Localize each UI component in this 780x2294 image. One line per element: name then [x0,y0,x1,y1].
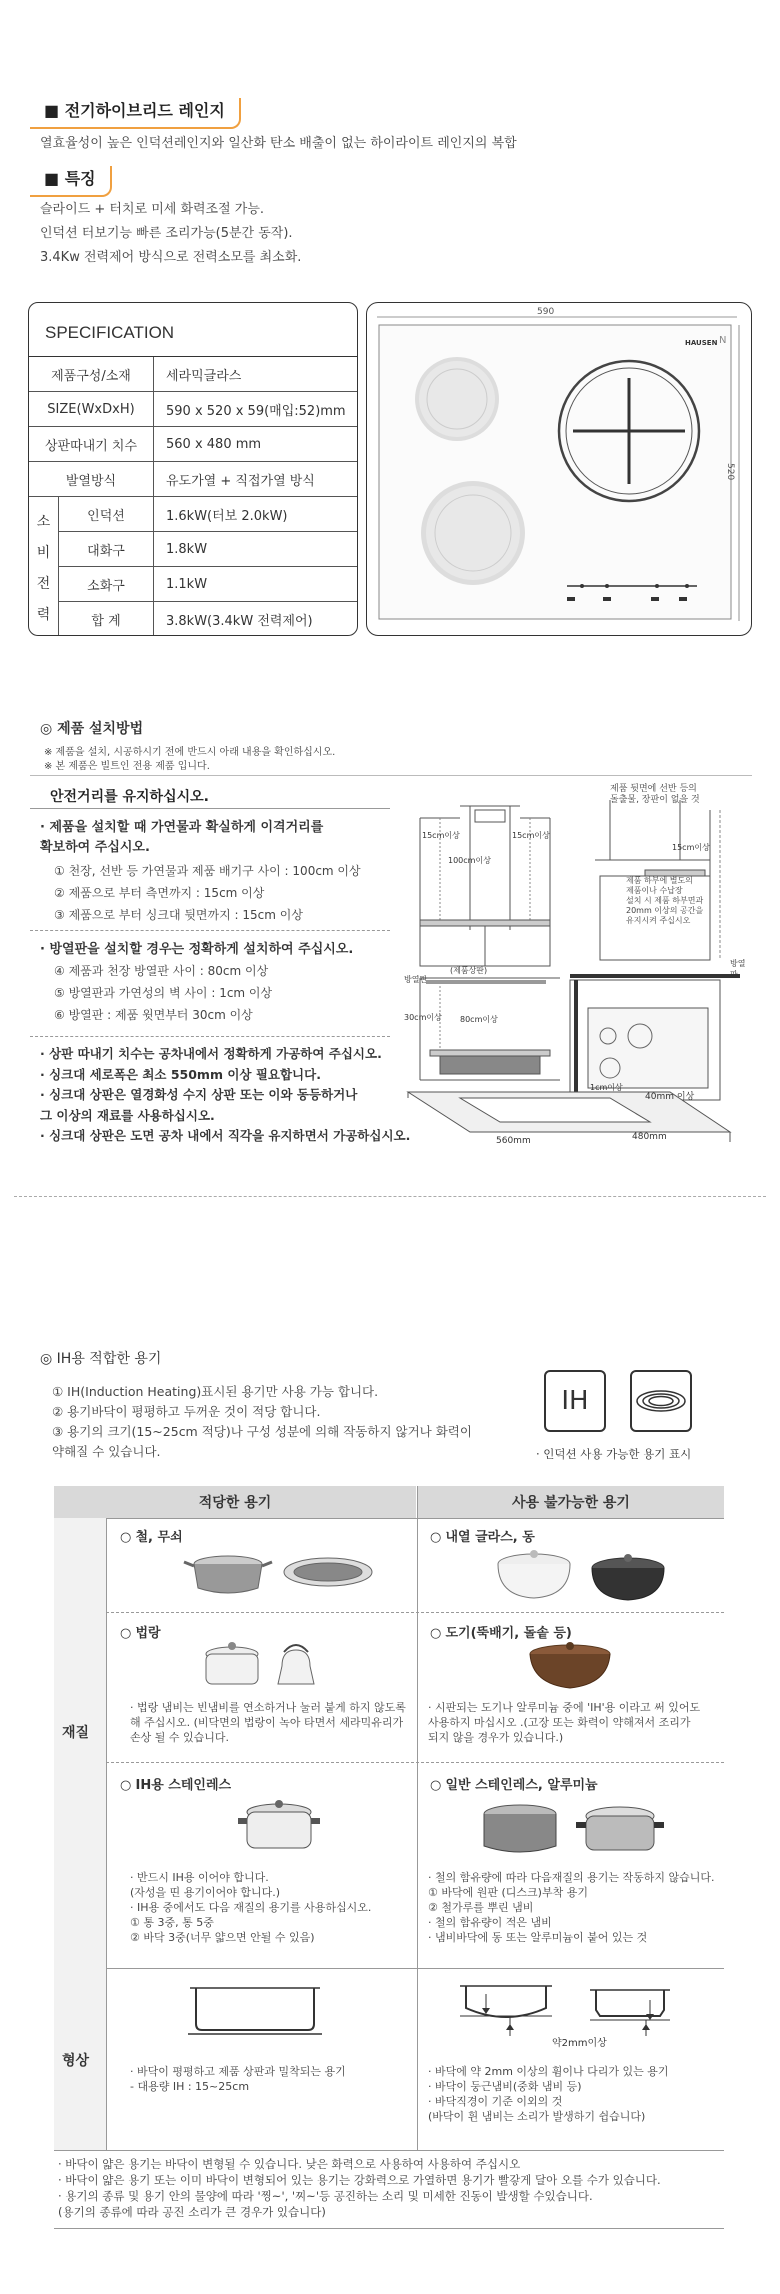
safety-items: ① 천장, 선반 등 가연물과 제품 배기구 사이 : 100cm 이상 ② 제품으로 부터 측면까지 : 15cm 이상 ③ 제품으로 부터 싱크대 뒷면까지 : 15cm 이상 [54,864,361,922]
grid-line [54,1968,724,1969]
product-title: ■ 전기하이브리드 레인지 [30,98,241,129]
row-header-material: 재질 [62,1725,90,1741]
spec-row: 상판따내기 치수 560 x 480 mm [29,427,357,462]
spec-title: SPECIFICATION [29,303,357,357]
enamel-pot-icon [196,1636,326,1692]
flat-pot-note: · 바닥이 평평하고 제품 상판과 밀착되는 용기 - 대용량 IH : 15~25cm [130,2065,346,2093]
spec-row: SIZE(WxDxH) 590 x 520 x 59(매입:52)mm [29,392,357,427]
heat-lead: · 방열판을 설치할 경우는 정확하게 설치하여 주십시오. [40,942,354,957]
safety-lead: · 제품을 설치할 때 가연물과 확실하게 이격거리를 확보하여 주십시오. [40,820,324,855]
features-title: ■ 특징 [30,166,112,197]
install-note: ※ 제품을 설치, 시공하시기 전에 반드시 아래 내용을 확인하십시오. [44,747,336,758]
cooktop-drawing [366,302,752,636]
ceramic-note: · 시판되는 도기나 알루미늄 중에 'IH'용 이라고 써 있어도 사용하지 마십시오 .(고장 또는 화력이 약해져서 조리가 되지 않을 경우가 있습니다.) [428,1701,701,1744]
feature-item: 인덕션 터보기능 빠른 조리가능(5분간 동작). [40,226,293,241]
footer-notes: · 바닥이 얇은 용기는 바닥이 변형될 수 있습니다. 낮은 화력으로 사용하여 사용하여 주십시오 · 바닥이 얇은 용기 또는 이미 바닥이 변형되어 있는 용기는 강화력으로 가열하면 용기가 빨갛게 달아 오를 수가 있습니다. · 용기의 종류 및 용기 안의 물양에 따라 '찡~', '찌~'등 공진하는 소리 및 미세한 진동이 발생할 수있습니다. (용기의 종류에 따라 공진 소리가 큰 경우가 있습니다) [58,2157,661,2219]
dimension-label: 40mm 이상 [645,1092,695,1102]
grid-line [54,2150,724,2151]
col-header-ok: 적당한 용기 [54,1486,416,1518]
ih-items: ① IH(Induction Heating)표시된 용기만 사용 가능 합니다. ② 용기바닥이 평평하고 두꺼운 것이 적당 합니다. ③ 용기의 크기(15~25cm 적당)나 구성 성분에 의해 작동하지 않거나 화력이 약해질 수 있습니다. [52,1384,472,1459]
diagram-label: 15cm이상 [672,843,710,852]
col-header-ng: 사용 불가능한 용기 [418,1486,724,1518]
ok-enamel: ○ 법랑 [120,1622,161,1641]
coil-icon [632,1372,690,1430]
heat-items: ④ 제품과 천장 방열판 사이 : 80cm 이상 ⑤ 방열판과 가연성의 벽 사이 : 1cm 이상 ⑥ 방열판 : 제품 윗면부터 30cm 이상 [54,964,273,1022]
cut-notes: · 상판 따내기 치수는 공차내에서 정확하게 가공하여 주십시오. · 싱크대 세로폭은 최소 550mm 이상 필요합니다. · 싱크대 상판은 열경화성 수지 상판 또는 이와 동등하거나 그 이상의 재료를 사용하십시오. · 싱크대 상판은 도면 공차 내에서 직각을 유지하면서 가공하십시오. [40,1046,411,1143]
diagram-note: 제품 하부에 별도의 제품이나 수납장 설치 시 제품 하부면과 20mm 이상의 공간을 유지시켜 주십시오 [626,876,704,925]
install-note: ※ 본 제품은 빌트인 전용 제품 입니다. [44,761,210,772]
grid-line [417,1486,418,2150]
spec-table [28,302,358,636]
diagram-label: 15cm이상 [512,831,550,840]
safety-title: 안전거리를 유지하십시오. [50,789,209,805]
grid-line [106,1612,724,1613]
power-row: 인덕션 1.6kW(터보 2.0kW) [59,497,357,532]
diagram-label: 방열판 [730,959,746,979]
divider [30,1036,390,1037]
ok-iron: ○ 철, 무쇠 [120,1526,183,1545]
grid-line [106,1518,107,2150]
ih-mark-caption: · 인덕션 사용 가능한 용기 표시 [536,1447,692,1461]
product-description: 열효율성이 높은 인덕션레인지와 일산화 탄소 배출이 없는 하이라이트 레인지의 복합 [40,136,517,151]
diagram-note: 제품 뒷면에 선반 등의 돌출물, 장판이 없을 것 [610,784,700,805]
feature-item: 3.4Kw 전력제어 방식으로 전력소모를 최소화. [40,250,302,265]
divider [30,930,390,931]
iron-pot-icon [180,1548,380,1604]
glass-pot-icon [486,1546,676,1606]
ng-ceramic: ○ 도기(뚝배기, 돌솥 등) [430,1622,572,1641]
stainless-note: · 철의 함유량에 따라 다음재질의 용기는 작동하지 않습니다. ① 바닥에 원판 (디스크)부착 용기 ② 철가루를 뿌린 냄비 · 철의 함유량이 적은 냄비 · 냄비바닥에 동 또는 알루미늄이 붙어 있는 것 [428,1871,715,1944]
brand-logo: HAUSEN [685,339,718,347]
power-label: 소 비 전 력 [29,497,59,636]
enamel-note: · 법랑 냄비는 빈냄비를 연소하거나 눌러 붙게 하지 않도록 해 주십시오. (비닥면의 법랑이 녹아 타면서 세라믹유리가 손상 될 수 있습니다. [130,1701,406,1744]
divider [30,775,752,776]
diagram-label: 80cm이상 [460,1015,498,1024]
diagram-label: 15cm이상 [422,831,460,840]
spec-row: 발열방식 유도가열 + 직접가열 방식 [29,462,357,497]
section-divider [14,1196,766,1197]
diagram-label: 100cm이상 [448,856,491,865]
depth-dimension: 520 [725,463,735,481]
power-consumption [29,497,357,636]
power-row: 소화구 1.1kW [59,567,357,602]
divider [54,2228,724,2229]
divider [30,808,390,809]
diagram-label: 30cm이상 [404,1013,442,1022]
cooktop-svg [367,303,753,637]
gap-label: 약2mm이상 [552,2038,607,2049]
ng-stainless: ○ 일반 스테인레스, 알루미늄 [430,1774,598,1793]
grid-line [54,1518,724,1519]
stainless-pot-icon [470,1794,670,1864]
spec-row: 제품구성/소재 세라믹글라스 [29,357,357,392]
width-dimension: 590 [537,307,555,317]
dimension-label: 560mm [496,1136,531,1146]
grid-line [106,1762,724,1763]
diagram-label: 1cm이상 [590,1083,623,1092]
install-diagram [400,780,752,1160]
earthen-pot-icon [520,1638,620,1694]
ih-stainless-note: · 반드시 IH용 이어야 합니다. (자성을 띤 용기이어야 합니다.) · IH용 중에서도 다음 재질의 용기를 사용하십시오. ① 통 3중, 통 5중 ② 바닥 3중(너무 얇으면 안될 수 있음) [130,1871,372,1944]
power-row: 대화구 1.8kW [59,532,357,567]
diagram-label: (제품상판) [450,966,488,975]
coil-mark [630,1370,692,1432]
ng-glass: ○ 내열 글라스, 동 [430,1526,535,1545]
ih-stainless-pot-icon [236,1796,322,1860]
dimension-label: 480mm [632,1132,667,1142]
brand-mark: N [719,335,727,346]
row-header-shape: 형상 [62,2053,90,2069]
warped-pot-note: · 바닥에 약 2mm 이상의 휨이나 다리가 있는 용기 · 바닥이 둥근냄비(중화 냄비 등) · 바닥직경이 기준 이외의 것 (바닥이 휜 냄비는 소리가 발생하기 쉽습니다) [428,2065,669,2123]
ok-ih-stainless: ○ IH용 스테인레스 [120,1774,231,1793]
feature-item: 슬라이드 + 터치로 미세 화력조절 가능. [40,202,265,217]
ih-title: ◎ IH용 적합한 용기 [40,1351,162,1367]
power-row: 합 계 3.8kW(3.4kW 전력제어) [59,602,357,636]
flat-pot-icon [180,1984,330,2044]
diagram-label: 방열판 [404,975,428,984]
ih-mark: IH [544,1370,606,1432]
install-title: ◎ 제품 설치방법 [40,721,144,737]
